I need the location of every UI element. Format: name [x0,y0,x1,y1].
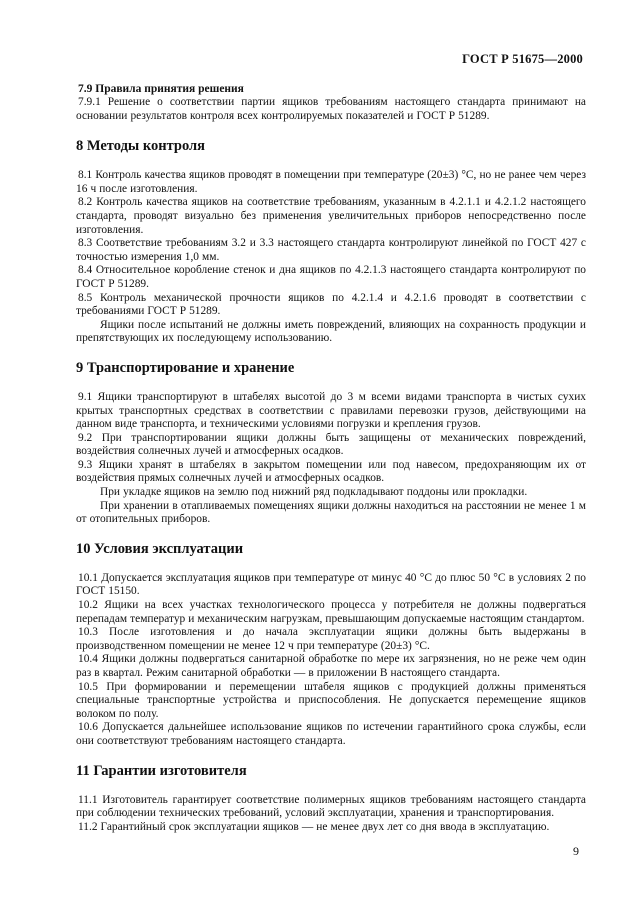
section-title: 9 Транспортирование и хранение [76,359,295,376]
paragraph: При хранении в отапливаемых помещениях ящики должны находиться на расстоянии не менее 1 м от отопительных приборов. [76,499,586,526]
paragraph: 11.1 Изготовитель гарантирует соответствие полимерных ящиков требованиям настоящего стандарта при соблюдении технических требований, условий эксплуатации, хранения и транспортирования. [76,793,586,820]
section-7-9 [76,82,586,123]
page-number: 9 [573,844,579,858]
section-title: 11 Гарантии изготовителя [76,762,247,779]
page-content [76,82,586,847]
paragraph: 9.1 Ящики транспортируют в штабелях высотой до 3 м всеми видами транспорта в чистых сухих крытых транспортных средствах в соответствии с правилами перевозки грузов, действующими на данном виде транспорта, и техническими условиями погрузки и крепления грузов. [76,390,586,431]
paragraph: 9.3 Ящики хранят в штабелях в закрытом помещении или под навесом, предохраняющим их от воздействия прямых солнечных лучей и атмосферных осадков. [76,458,586,485]
paragraph: 10.6 Допускается дальнейшее использование ящиков по истечении гарантийного срока службы, если они соответствуют требованиям настоящего стандарта. [76,721,586,747]
section-title: 10 Условия эксплуатации [76,540,244,557]
paragraph: 8.4 Относительное коробление стенок и дна ящиков по 4.2.1.3 настоящего стандарта контролируют по ГОСТ Р 51289. [76,264,586,290]
paragraph: 10.5 При формировании и перемещении штабеля ящиков с продукцией должны применяться специальные транспортные устройства и приспособления. Не допускается перемещение ящиков волоком по полу. [76,680,586,720]
paragraph: 8.1 Контроль качества ящиков проводят в помещении при температуре (20±3) °С, но не ранее чем через 16 ч после изготовления. [76,169,586,195]
section-11 [76,762,586,835]
section-title: 7.9 Правила принятия решения [78,83,244,95]
document-id-header: ГОСТ Р 51675—2000 [462,52,583,66]
paragraph: 8.2 Контроль качества ящиков на соответствие требованиям, указанным в 4.2.1.1 и 4.2.1.2 настоящего стандарта, проводят визуально без применения увеличительных приборов непосредственно после изготовления. [76,196,586,236]
paragraph: Ящики после испытаний не должны иметь повреждений, влияющих на сохранность продукции и препятствующих их последующему использованию. [76,318,586,345]
section-title: 8 Методы контроля [76,138,206,155]
section-9 [76,359,586,527]
paragraph: 10.4 Ящики должны подвергаться санитарной обработке по мере их загрязнения, но не реже чем один раз в квартал. Режим санитарной обработки — в приложении В настоящего стандарта. [76,653,586,679]
section-8 [76,137,586,346]
paragraph: 9.2 При транспортировании ящики должны быть защищены от механических повреждений, воздействия солнечных лучей и атмосферных осадков. [76,431,586,458]
paragraph: 10.2 Ящики на всех участках технологического процесса у потребителя не должны подвергаться перепадам температур и механическим нагрузкам, превышающим допускаемые настоящим стандартом. [76,599,586,625]
paragraph: 10.1 Допускается эксплуатация ящиков при температуре от минус 40 °С до плюс 50 °С в условиях 2 по ГОСТ 15150. [76,571,586,598]
paragraph: 8.5 Контроль механической прочности ящиков по 4.2.1.4 и 4.2.1.6 проводят в соответствии с требованиями ГОСТ Р 51289. [76,291,586,318]
section-10 [76,540,586,749]
paragraph: 10.3 После изготовления и до начала эксплуатации ящики должны быть выдержаны в производственном помещении не менее 12 ч при температуре (20±3) °С. [76,626,586,652]
paragraph: 11.2 Гарантийный срок эксплуатации ящиков — не менее двух лет со дня ввода в эксплуатацию. [78,820,550,833]
paragraph: При укладке ящиков на землю под нижний ряд подкладывают поддоны или прокладки. [100,486,528,499]
paragraph: 7.9.1 Решение о соответствии партии ящиков требованиям настоящего стандарта принимают на основании результатов контроля всех контролируемых показателей и ГОСТ Р 51289. [76,96,586,122]
paragraph: 8.3 Соответствие требованиям 3.2 и 3.3 настоящего стандарта контролируют линейкой по ГОСТ 427 с точностью измерения 1,0 мм. [76,237,586,263]
